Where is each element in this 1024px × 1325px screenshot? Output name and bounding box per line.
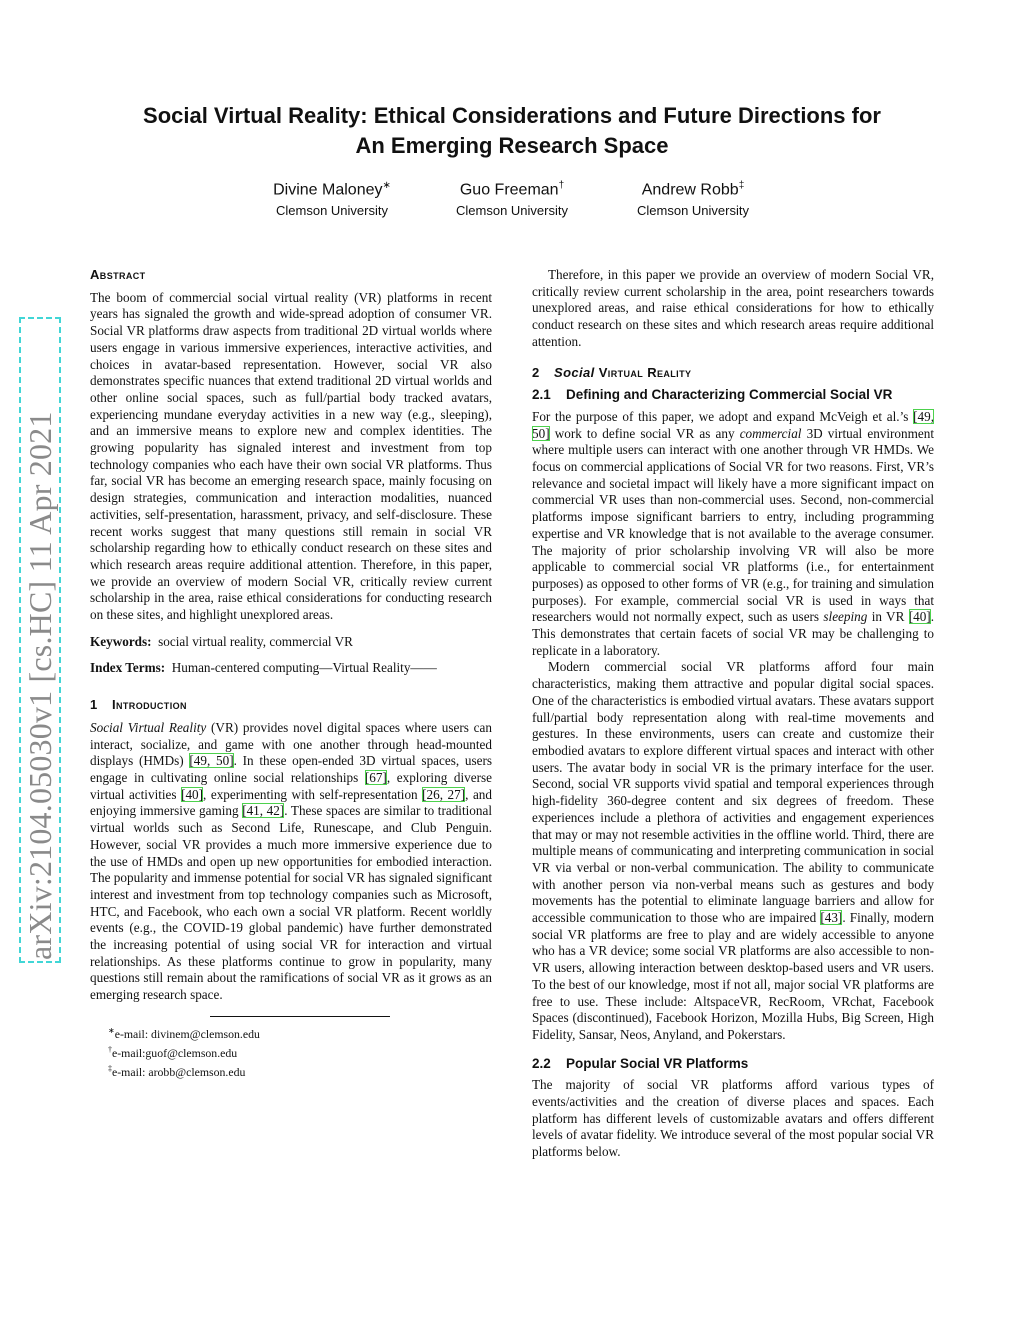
keywords xyxy=(90,634,492,651)
intro-text: , experimenting with self-representation xyxy=(203,786,423,802)
intro-text: , and enjoying immersive gaming xyxy=(90,786,492,819)
author-affiliation: Clemson University xyxy=(456,203,568,219)
intro-text: . In these open-ended 3D virtual spaces, users engage in cultivating online social relationships xyxy=(90,753,492,785)
paper-title xyxy=(80,101,944,161)
author-affiliation: Clemson University xyxy=(276,203,388,219)
subsection-2-2-heading xyxy=(532,1056,934,1073)
abstract-text: The boom of commercial social virtual reality (VR) platforms in recent years has signaled the growth and wide-spread adoption of consumer VR. Social VR platforms draw aspects from traditional 2D virtual worlds where users engage in various immersive experiences, interactive activities, and choices in avatar-based representation. However, social VR also demonstrates specific nuances that extend traditional 2D virtual worlds and other online social spaces, such as full/partial body tracked avatars, experiencing mundane everyday activities in a new way (e.g., sleeping), and an immersive means to explore new and complex identities. The growing popularity has signaled interest and investment from top technology companies who each have their own social VR platforms. Thus far, social VR has become an emerging research space, mainly focusing on design strategies, communication and interaction modalities, nuanced activities, self-presentation, harassment, privacy, and self-disclosure. These recent works suggest that many questions still remain in social VR scholarship regarding how to ethically conduct research on these sites and which research areas require additional attention. Therefore, in this paper, we provide an overview of modern Social VR, critically review current scholarship in the area, raise ethical considerations for conducting research on these sites, and highlight unexplored areas. xyxy=(90,289,492,623)
subsection-title: Defining and Characterizing Commercial Social VR xyxy=(566,387,893,403)
index-terms xyxy=(90,660,492,677)
citation-link[interactable]: [67] xyxy=(364,769,387,785)
intro-text: . These spaces are similar to traditional virtual worlds such as Second Life, Runescape, and Club Penguin. However, social VR provides a much more immersive experience due to the use of HMDs and open up new opportunities for embodied interaction. The popularity and immense potential for social VR has signaled significant interest and investment from top technology companies such as Microsoft, HTC, and Facebook, who each own a social VR platform. Recent worldly events (e.g., the COVID-19 global pandemic) have further demonstrated the increasing potential of using social VR for interaction and virtual relationships. As these platforms continue to grow in popularity, many questions still remain about the ramifications of social VR as it grows as an emerging research space. xyxy=(90,803,492,1003)
right-column xyxy=(532,267,934,1161)
section-number: 2 xyxy=(532,364,540,380)
author-name: Guo Freeman xyxy=(459,181,559,199)
paragraph-text: . This demonstrates that certain facets of social VR may be challenging to replicate in a laboratory. xyxy=(532,609,934,658)
subsection-number: 2.1 xyxy=(532,387,551,403)
author-affiliation: Clemson University xyxy=(637,203,749,219)
citation-link[interactable]: [43] xyxy=(820,910,843,926)
index-terms-label: Index Terms: xyxy=(90,660,166,676)
footnote-text: e-mail: divinem@clemson.edu xyxy=(114,1026,260,1041)
citation-link[interactable]: [41, 42] xyxy=(242,803,285,819)
paragraph-2-1-b xyxy=(532,659,934,1043)
section-title-italic: Social xyxy=(554,364,595,380)
title-line-1: Social Virtual Reality: Ethical Considerations and Future Directions for xyxy=(143,103,881,128)
citation-link[interactable]: [40] xyxy=(908,609,931,625)
index-terms-text: Human-centered computing—Virtual Reality—— xyxy=(171,660,437,676)
footnote-mark: † xyxy=(108,1044,112,1054)
author-mark: † xyxy=(558,180,565,191)
title-line-2: An Emerging Research Space xyxy=(355,133,669,158)
author-name: Divine Maloney xyxy=(273,181,383,199)
section-title: Introduction xyxy=(112,697,187,713)
paragraph-2-1-a xyxy=(532,409,934,660)
footnote-text: e-mail:guof@clemson.edu xyxy=(112,1045,238,1060)
footnote-1 xyxy=(108,1023,492,1042)
section-number: 1 xyxy=(90,697,98,713)
footnote-text: e-mail: arobb@clemson.edu xyxy=(112,1064,246,1079)
author-name: Andrew Robb xyxy=(641,181,739,199)
footnote-mark: ∗ xyxy=(108,1025,115,1035)
left-column xyxy=(90,267,492,1080)
paragraph-text: work to define social VR as any xyxy=(549,425,740,441)
intro-paragraph xyxy=(90,720,492,1004)
paragraph-text: 3D virtual environment where multiple users can interact with one another through VR HMDs. We focus on commercial applications of Social VR for two reasons. First, VR’s relevance and societal impact will likely have a more significant impact on commercial VR uses than non-commercial uses. Second, non-commercial platforms impose significant barriers to entry, including programming expertise and VR knowledge that is not available to the average consumer. The majority of prior scholarship involving VR will also be more applicable to commercial social VR platforms (i.e., for entertainment purposes) as opposed to other forms of VR (e.g., for training and simulation purposes). For example, commercial social VR is used in ways that researchers would not normally expect, such as users xyxy=(532,425,934,625)
citation-link[interactable]: [49, 50] xyxy=(532,408,934,441)
citation-link[interactable]: [26, 27] xyxy=(422,786,466,802)
citation-link[interactable]: [49, 50] xyxy=(189,753,234,769)
footnote-rule xyxy=(210,1016,390,1017)
subsection-2-1-heading xyxy=(532,387,934,404)
intro-continuation: Therefore, in this paper we provide an overview of modern Social VR, critically review current scholarship in the area, point researchers towards unexplored areas, and raise ethical considerations for how to ethically conduct research on these sites and which research areas require additional attention. xyxy=(532,267,934,349)
citation-link[interactable]: [40] xyxy=(181,786,204,802)
author-1 xyxy=(232,176,432,220)
paragraph-2-2: The majority of social VR platforms afford various types of events/activities and the creation of diverse places and spaces. Each platform has different levels of customizable avatars and offers different levels of avatar fidelity. We introduce several of the most popular social VR platforms below. xyxy=(532,1077,934,1160)
intro-text: , exploring diverse virtual activities xyxy=(90,769,492,802)
emphasis: sleeping xyxy=(823,609,868,625)
author-3 xyxy=(593,176,793,220)
section-1-heading xyxy=(90,697,492,714)
author-2 xyxy=(412,176,612,220)
paragraph-text: in VR xyxy=(867,609,909,625)
arxiv-stamp[interactable]: arXiv:2104.05030v1 [cs.HC] 11 Apr 2021 xyxy=(22,320,58,960)
author-mark: ‡ xyxy=(738,180,745,191)
intro-term: Social Virtual Reality xyxy=(90,719,207,735)
subsection-number: 2.2 xyxy=(532,1055,551,1071)
paragraph-text: For the purpose of this paper, we adopt and expand McVeigh et al.’s xyxy=(532,408,914,424)
abstract-heading: Abstract xyxy=(90,267,146,282)
paragraph-text: . Finally, modern social VR platforms are free to play and are widely accessible to anyone who has a VR device; some social VR platforms are also accessible to non-VR users, allowing interaction between desktop-based users and VR users. To the best of our knowledge, most if not all, major social VR platforms are free to use. These include: AltspaceVR, RecRoom, VRchat, Facebook Spaces (discontinued), Facebook Horizon, Mozilla Hubs, Big Screen, High Fidelity, Sansar, Neos, Anyland, and Pokerstars. xyxy=(532,910,935,1042)
intro-text: (VR) provides novel digital spaces where users can interact, socialize, and game with one another through head-mounted displays (HMDs) xyxy=(90,719,492,769)
section-title: Virtual Reality xyxy=(598,364,692,380)
keywords-label: Keywords: xyxy=(90,633,152,649)
emphasis: commercial xyxy=(739,425,802,441)
keywords-text: social virtual reality, commercial VR xyxy=(158,633,353,649)
footnote-3 xyxy=(108,1061,492,1080)
section-2-heading xyxy=(532,365,934,382)
footnote-mark: ‡ xyxy=(108,1063,112,1073)
footnote-2 xyxy=(108,1042,492,1061)
subsection-title: Popular Social VR Platforms xyxy=(566,1055,749,1071)
author-mark: ∗ xyxy=(382,180,391,191)
paragraph-text: Modern commercial social VR platforms afford four main characteristics, making them attractive and popular digital social spaces. One of the characteristics is embodied virtual avatars. These avatars support full/partial body representation along with real-time movements and gestures. In these environments, users can create and customize their embodied avatars to explore different virtual spaces and interact with other users. The avatar body in social VR is the primary interface for the user. Second, social VR supports vivid spatial and temporal experiences through high-fidelity 360-degree content and six degrees of freedom. These experiences include a plethora of activities and engagement experiences that may or may not resemble activities in the offline world. Third, there are multiple means of communicating and interpreting communication in social VR via verbal or non-verbal communication. The ability to communicate with another person via non-verbal means such as gestures and body movements has the potential to eliminate language barriers and allow for accessible communication to those who are impaired xyxy=(532,659,934,926)
